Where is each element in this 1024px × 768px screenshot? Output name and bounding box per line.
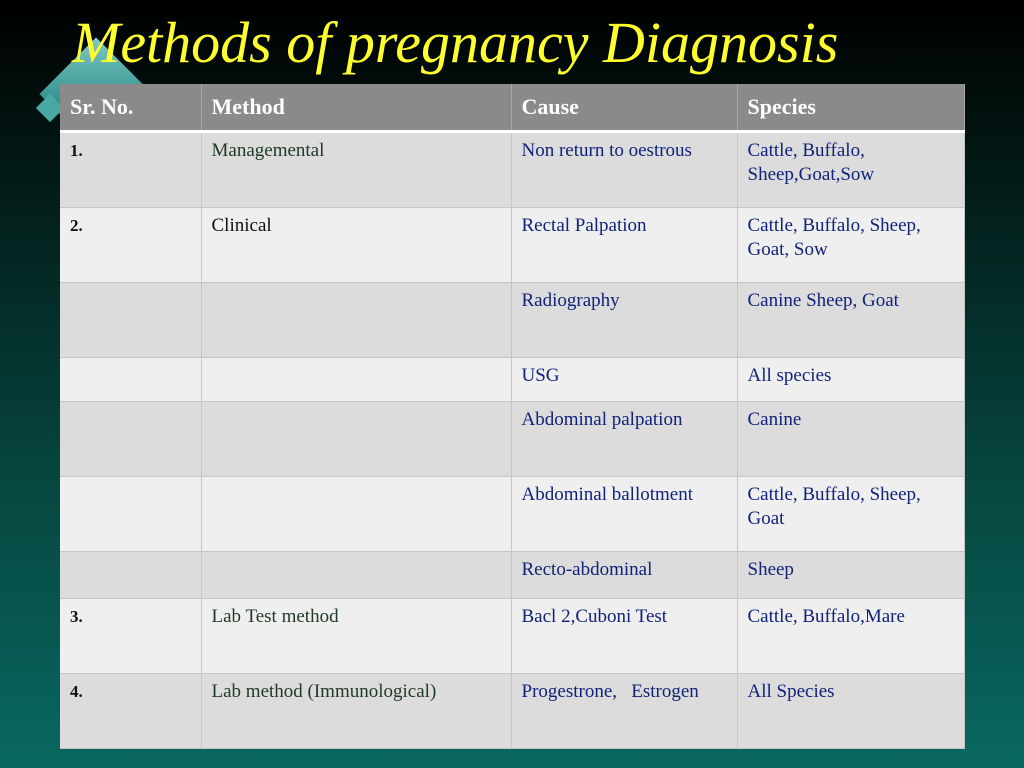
cell-cause: Abdominal palpation — [511, 402, 737, 477]
header-cause: Cause — [511, 84, 737, 132]
cell-cause: Abdominal ballotment — [511, 477, 737, 552]
cell-sr-no — [60, 552, 201, 599]
cell-method — [201, 402, 511, 477]
cell-method — [201, 552, 511, 599]
cell-cause: Radiography — [511, 283, 737, 358]
cell-species: Sheep — [737, 552, 964, 599]
cell-species: Cattle, Buffalo,Mare — [737, 599, 964, 674]
cell-method: Lab method (Immunological) — [201, 674, 511, 749]
cell-sr-no — [60, 402, 201, 477]
cell-method — [201, 283, 511, 358]
header-species: Species — [737, 84, 964, 132]
table-row — [60, 477, 964, 552]
table-row — [60, 599, 964, 674]
cell-method: Clinical — [201, 208, 511, 283]
cell-sr-no: 2. — [60, 208, 201, 283]
slide-title: Methods of pregnancy Diagnosis — [72, 10, 839, 75]
cell-species: Canine — [737, 402, 964, 477]
cell-method — [201, 358, 511, 402]
cell-species: All Species — [737, 674, 964, 749]
cell-cause: Non return to oestrous — [511, 132, 737, 208]
table-row — [60, 552, 964, 599]
table-row — [60, 674, 964, 749]
header-sr-no: Sr. No. — [60, 84, 201, 132]
cell-species: All species — [737, 358, 964, 402]
cell-cause: Rectal Palpation — [511, 208, 737, 283]
cell-sr-no — [60, 283, 201, 358]
table-row — [60, 132, 964, 208]
table-row — [60, 358, 964, 402]
table-header-row — [60, 84, 964, 132]
cell-method — [201, 477, 511, 552]
cell-cause: USG — [511, 358, 737, 402]
cell-sr-no — [60, 477, 201, 552]
table-row — [60, 402, 964, 477]
cell-method: Managemental — [201, 132, 511, 208]
pregnancy-methods-table — [60, 84, 965, 749]
cell-species: Canine Sheep, Goat — [737, 283, 964, 358]
cell-species: Cattle, Buffalo, Sheep, Goat — [737, 477, 964, 552]
cell-sr-no: 3. — [60, 599, 201, 674]
cell-sr-no: 1. — [60, 132, 201, 208]
cell-species: Cattle, Buffalo, Sheep, Goat, Sow — [737, 208, 964, 283]
cell-sr-no: 4. — [60, 674, 201, 749]
cell-cause: Progestrone, Estrogen — [511, 674, 737, 749]
header-method: Method — [201, 84, 511, 132]
cell-cause: Bacl 2,Cuboni Test — [511, 599, 737, 674]
cell-sr-no — [60, 358, 201, 402]
cell-cause: Recto-abdominal — [511, 552, 737, 599]
table-row — [60, 283, 964, 358]
cell-method: Lab Test method — [201, 599, 511, 674]
table-row — [60, 208, 964, 283]
cell-species: Cattle, Buffalo, Sheep,Goat,Sow — [737, 132, 964, 208]
